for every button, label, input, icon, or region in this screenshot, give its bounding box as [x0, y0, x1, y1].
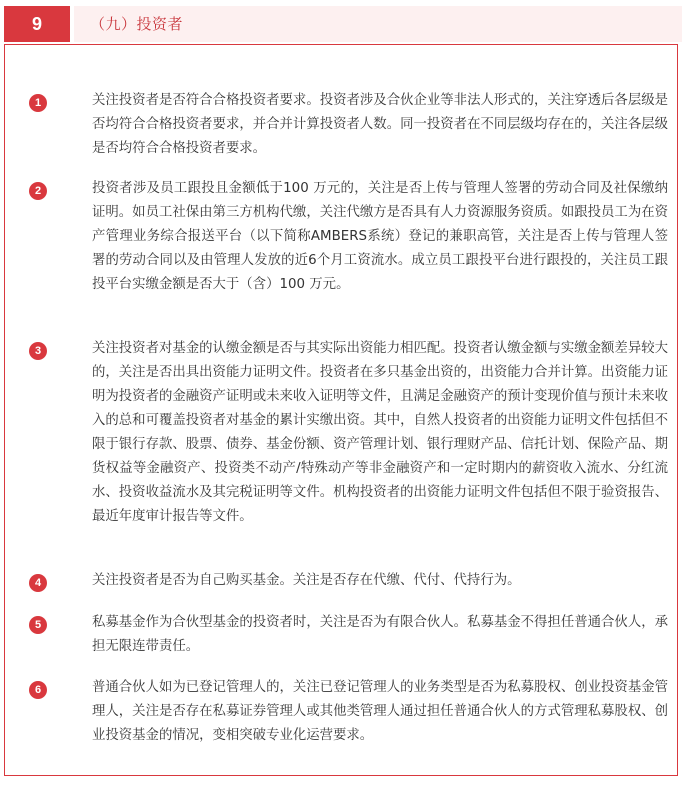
content-frame	[4, 44, 678, 776]
item-number-badge: 2	[29, 182, 47, 200]
section-header	[4, 6, 682, 44]
item-number-badge: 1	[29, 94, 47, 112]
item-text: 普通合伙人如为已登记管理人的，关注已登记管理人的业务类型是否为私募股权、创业投资基金管理人，关注是否存在私募证券管理人或其他类管理人通过担任普通合伙人的方式管理私募股权、创业投资基金的情况，变相突破专业化运营要求。	[92, 680, 668, 743]
section-title-bar	[74, 6, 682, 42]
item-text: 关注投资者是否符合合格投资者要求。投资者涉及合伙企业等非法人形式的，关注穿透后各层级是否均符合合格投资者要求，并合并计算投资者人数。同一投资者在不同层级均存在的，关注各层级是否均符合合格投资者要求。	[92, 93, 668, 156]
section-number-badge: 9	[4, 6, 70, 42]
item-number-badge: 6	[29, 681, 47, 699]
item-number-badge: 3	[29, 342, 47, 360]
item-text: 关注投资者是否为自己购买基金。关注是否存在代缴、代付、代持行为。	[92, 573, 521, 588]
section-title: （九）投资者	[90, 15, 184, 33]
item-number-badge: 5	[29, 616, 47, 634]
item-text: 关注投资者对基金的认缴金额是否与其实际出资能力相匹配。投资者认缴金额与实缴金额差异较大的，关注是否出具出资能力证明文件。投资者在多只基金出资的，出资能力合并计算。出资能力证明为投资者的金融资产证明或未来收入证明等文件，且满足金融资产的预计变现价值与预计未来收入的总和可覆盖投资者对基金的累计实缴出资。其中，自然人投资者的出资能力证明文件包括但不限于银行存款、股票、债券、基金份额、资产管理计划、银行理财产品、信托计划、保险产品、期货权益等金融资产、投资类不动产/特殊动产等非金融资产和一定时期内的薪资收入流水、分红流水、投资收益流水及其完税证明等文件。机构投资者的出资能力证明文件包括但不限于验资报告、最近年度审计报告等文件。	[92, 341, 668, 524]
item-number-badge: 4	[29, 574, 47, 592]
item-text: 投资者涉及员工跟投且金额低于100 万元的，关注是否上传与管理人签署的劳动合同及社保缴纳证明。如员工社保由第三方机构代缴，关注代缴方是否具有人力资源服务资质。如跟投员工为在资产管理业务综合报送平台（以下简称AMBERS系统）登记的兼职高管，关注是否上传与管理人签署的劳动合同以及由管理人发放的近6个月工资流水。成立员工跟投平台进行跟投的，关注员工跟投平台实缴金额是否大于（含）100 万元。	[92, 181, 668, 292]
item-text: 私募基金作为合伙型基金的投资者时，关注是否为有限合伙人。私募基金不得担任普通合伙人，承担无限连带责任。	[92, 615, 668, 654]
